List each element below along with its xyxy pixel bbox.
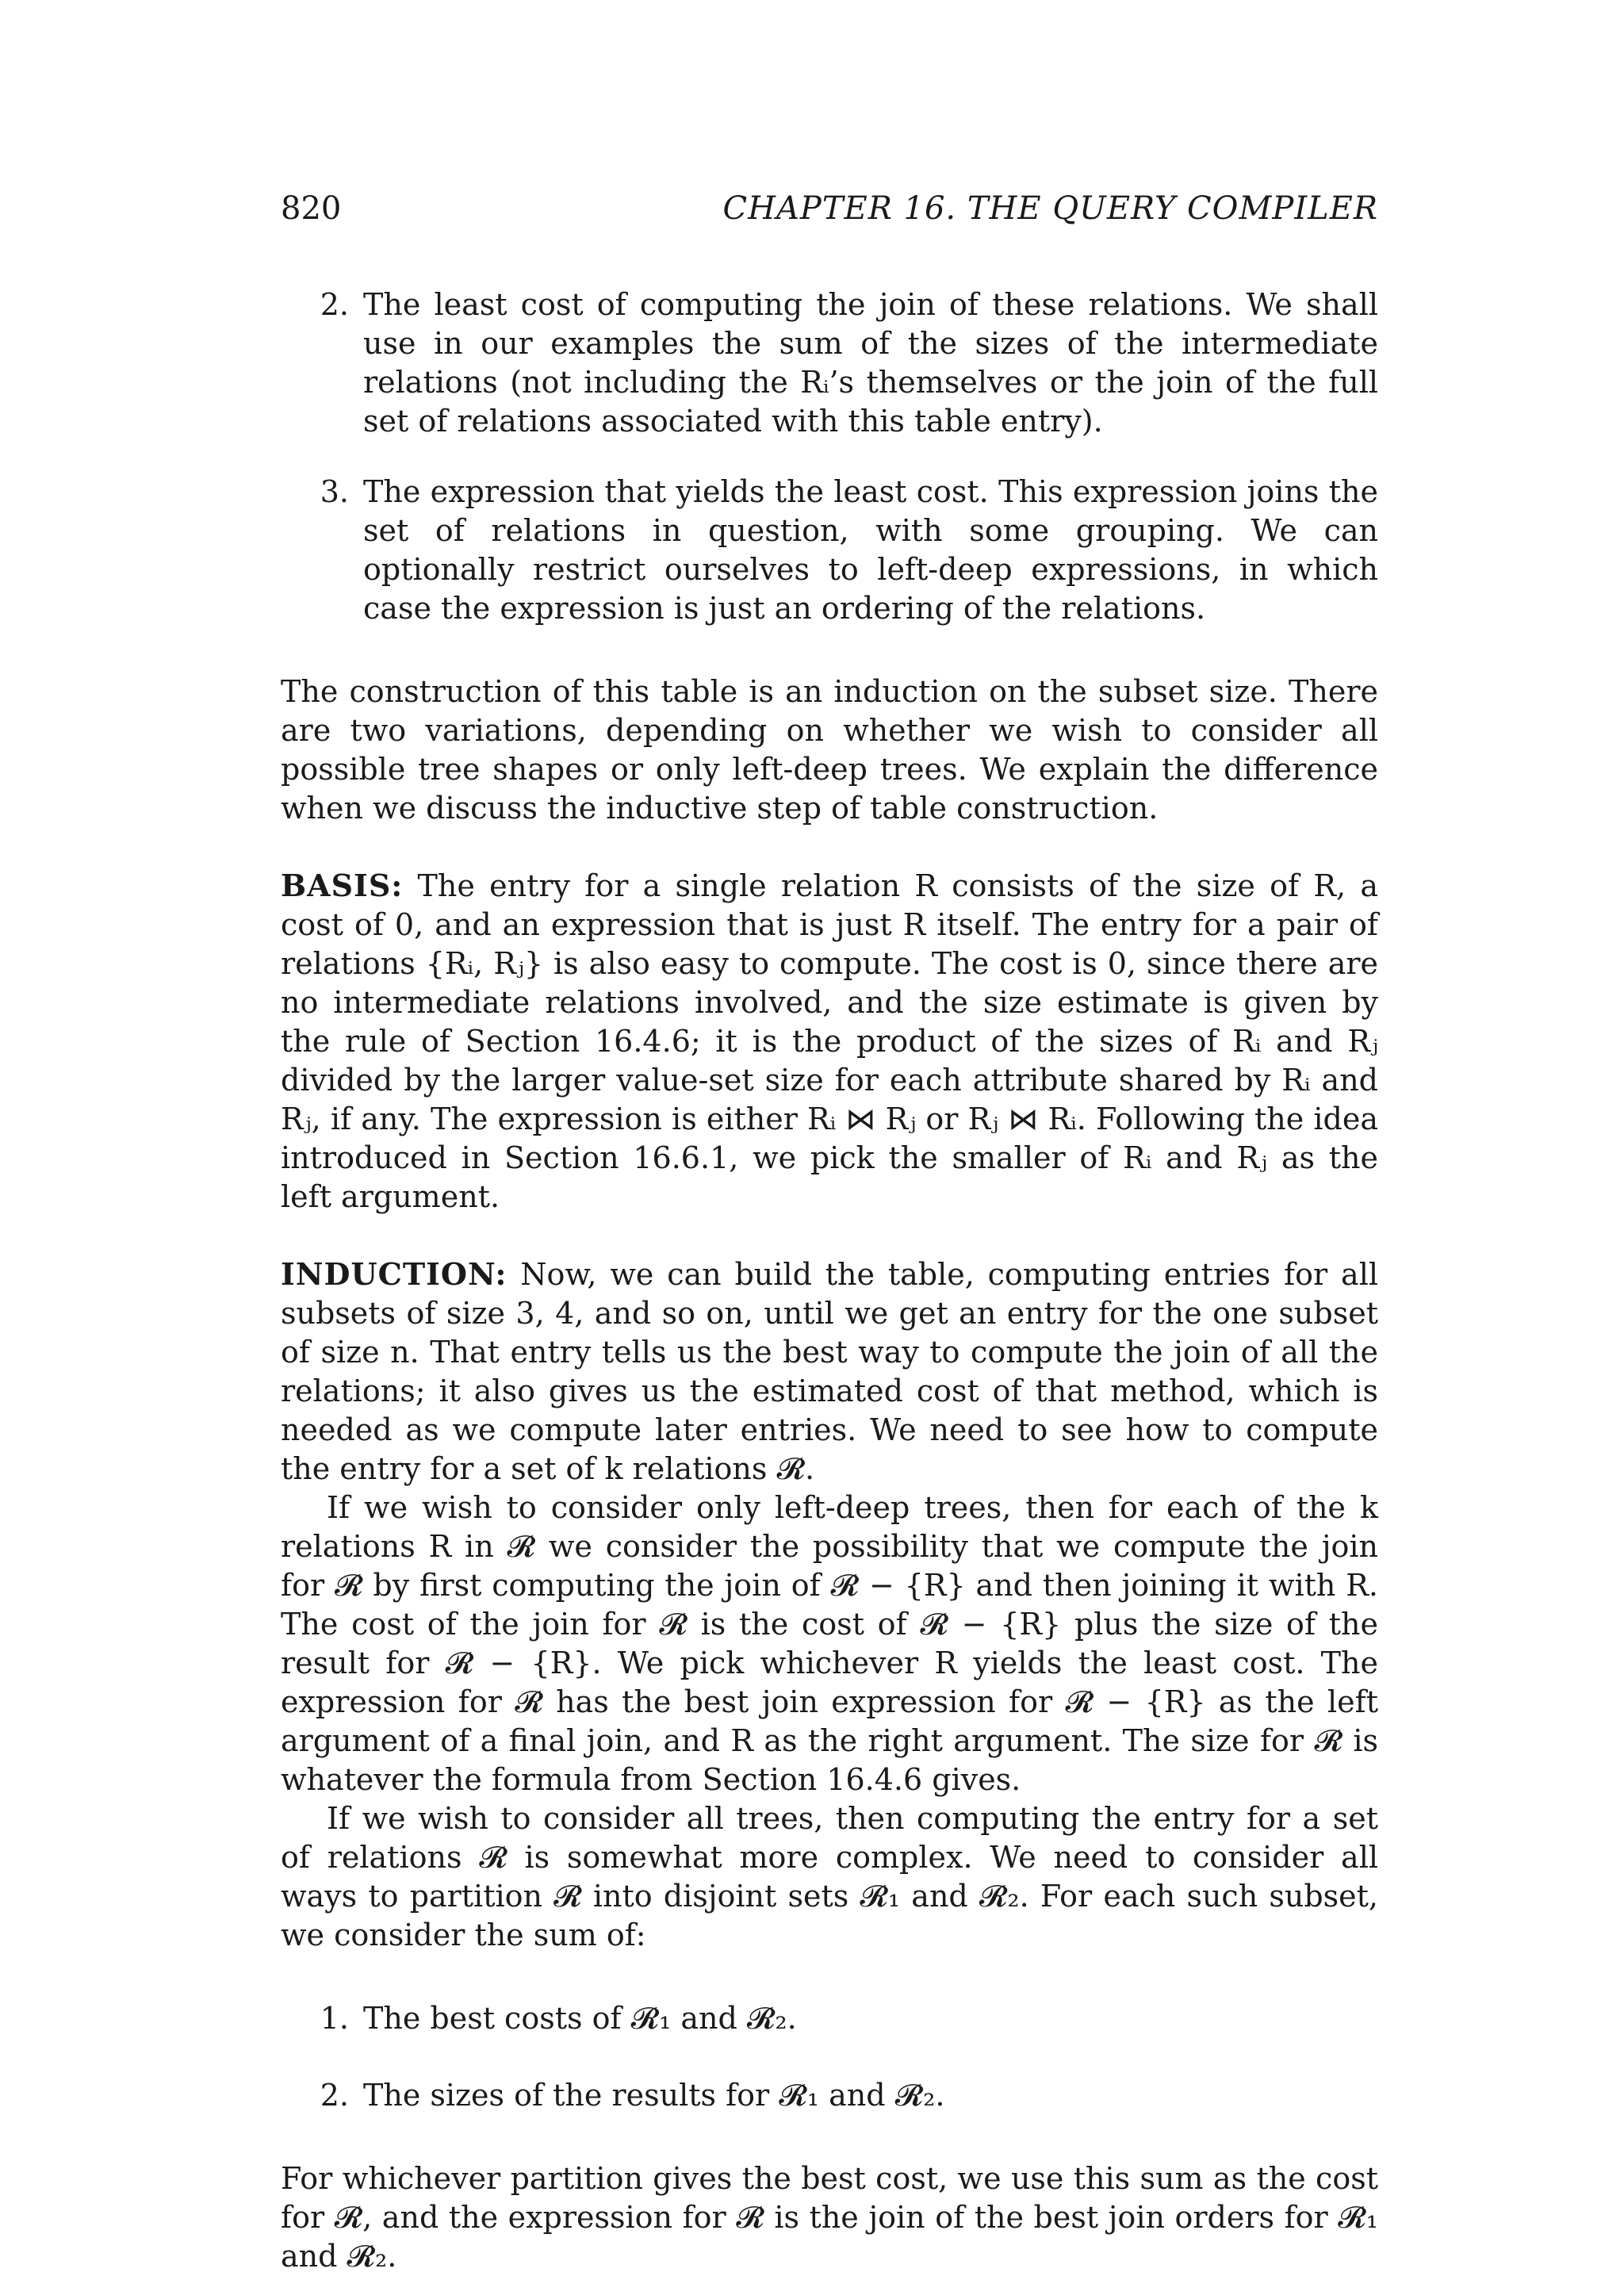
list-item-text: The expression that yields the least cost. This expression joins the set of relations in question, with some grouping. We can optionally restrict ourselves to left-deep expressions, in which case the expression is just an ordering of the relations. xyxy=(363,474,1378,626)
induction-text: Now, we can build the table, computing entries for all subsets of size 3, 4, and so on, until we get an entry for the one subset of size n. That entry tells us the best way to compute the join of all the relations; it also gives us the estimated cost of that method, which is needed as we compute later entries. We need to see how to compute the entry for a set of k relations 𝓡. xyxy=(281,1257,1378,1486)
list-item xyxy=(281,285,1378,441)
list-item xyxy=(281,2076,1378,2115)
paragraph-construction: The construction of this table is an induction on the subset size. There are two variations, depending on whether we wish to consider all possible tree shapes or only left-deep trees. We explain the difference when we discuss the inductive step of table construction. xyxy=(281,674,1378,826)
list-item-text: The best costs of 𝓡₁ and 𝓡₂. xyxy=(363,2001,797,2036)
page-number: 820 xyxy=(281,190,342,227)
list-item-number: 1. xyxy=(320,2001,349,2036)
page-header xyxy=(281,190,1378,227)
list-item xyxy=(281,473,1378,628)
list-item-number: 2. xyxy=(320,2078,349,2113)
list-item-text: The least cost of computing the join of these relations. We shall use in our examples the sum of the sizes of the intermediate relations (not including the Rᵢ’s themselves or the join of the full set of relations associated with this table entry). xyxy=(363,287,1378,439)
paragraph-final: For whichever partition gives the best cost, we use this sum as the cost for 𝓡, and the expression for 𝓡 is the join of the best join orders for 𝓡₁ and 𝓡₂. xyxy=(281,2161,1378,2274)
list-item-number: 3. xyxy=(320,474,349,509)
list-item-number: 2. xyxy=(320,287,349,322)
list-item xyxy=(281,1999,1378,2038)
basis-text: The entry for a single relation R consists of the size of R, a cost of 0, and an expression that is just R itself. The entry for a pair of relations {Rᵢ, Rⱼ} is also easy to compute. The cost is 0, since there are no intermediate relations involved, and the size estimate is given by the rule of Section 16.4.6; it is the product of the sizes of Rᵢ and Rⱼ divided by the larger value-set size for each attribute shared by Rᵢ and Rⱼ, if any. The expression is either Rᵢ ⋈ Rⱼ or Rⱼ ⋈ Rᵢ. Following the idea introduced in Section 16.6.1, we pick the smaller of Rᵢ and Rⱼ as the left argument. xyxy=(281,868,1378,1214)
paragraph-all-trees: If we wish to consider all trees, then computing the entry for a set of relations 𝓡 is somewhat more complex. We need to consider all ways to partition 𝓡 into disjoint sets 𝓡₁ and 𝓡₂. For each such subset, we consider the sum of: xyxy=(281,1801,1378,1952)
paragraph-induction xyxy=(281,1255,1378,1489)
paragraph-left-deep: If we wish to consider only left-deep trees, then for each of the k relations R in 𝓡 we consider the possibility that we compute the join for 𝓡 by first computing the join of 𝓡 − {R} and then joining it with R. The cost of the join for 𝓡 is the cost of 𝓡 − {R} plus the size of the result for 𝓡 − {R}. We pick whichever R yields the least cost. The expression for 𝓡 has the best join expression for 𝓡 − {R} as the left argument of a final join, and R as the right argument. The size for 𝓡 is whatever the formula from Section 16.4.6 gives. xyxy=(281,1490,1378,1797)
induction-label: INDUCTION: xyxy=(281,1256,508,1292)
paragraph-basis xyxy=(281,866,1378,1217)
list-item-text: The sizes of the results for 𝓡₁ and 𝓡₂. xyxy=(363,2078,945,2113)
basis-label: BASIS: xyxy=(281,868,404,903)
page-body xyxy=(281,285,1378,2276)
running-head: CHAPTER 16. THE QUERY COMPILER xyxy=(722,190,1378,227)
